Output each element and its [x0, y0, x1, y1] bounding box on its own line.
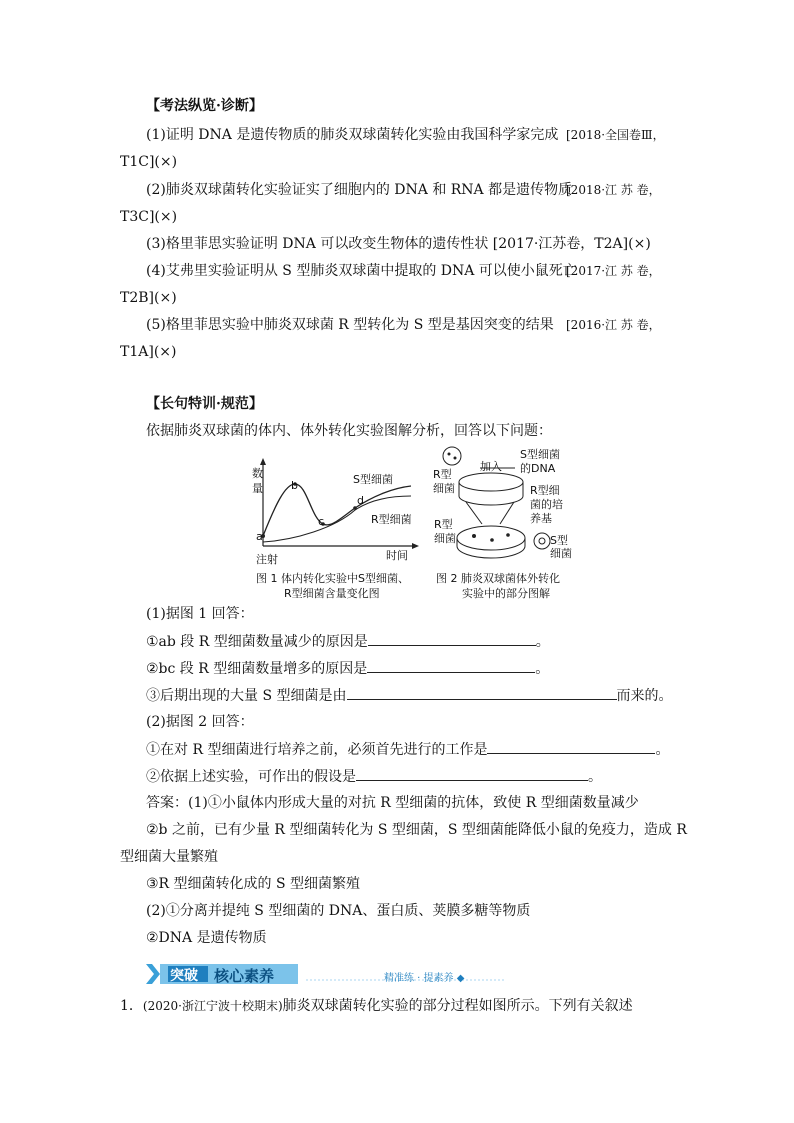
question-1b: ②bc 段 R 型细菌数量增多的原因是 。 — [146, 658, 549, 679]
question-1-title: (1)据图 1 回答： — [146, 606, 254, 622]
answer-blank-1a[interactable] — [368, 631, 536, 646]
question-2-title: (2)据图 2 回答： — [146, 714, 254, 730]
intro-text: 依据肺炎双球菌的体内、体外转化实验图解分析，回答以下问题： — [146, 423, 552, 439]
answer-blank-2a[interactable] — [487, 739, 655, 754]
fig1-point-a: a — [256, 530, 263, 543]
answer-blank-1c[interactable] — [347, 685, 617, 700]
answer-line-4: (2)①分离并提纯 S 型细菌的 DNA、蛋白质、荚膜多糖等物质 — [146, 903, 531, 919]
question-2b: ②依据上述实验，可作出的假设是 。 — [146, 766, 602, 787]
item-2-source: [2018·江 苏 卷， — [566, 183, 661, 197]
item-5-source: [2016·江 苏 卷， — [566, 318, 661, 332]
question-last: 1．(2020·浙江宁波十校期末)肺炎双球菌转化实验的部分过程如图所示。下列有关叙述 — [120, 998, 633, 1014]
answer-line-3: ③R 型细菌转化成的 S 型细菌繁殖 — [146, 876, 361, 892]
fig1-xlabel: 时间 — [386, 549, 408, 562]
fig2-add: 加入 — [480, 460, 502, 473]
fig1-point-c: c — [318, 515, 325, 528]
fig2-s-bottom-1: S型 — [550, 534, 568, 547]
question-1a: ①ab 段 R 型细菌数量减少的原因是 。 — [146, 631, 550, 652]
fig1-label-s: S型细菌 — [353, 473, 393, 486]
section-heading-diagnose: 【考法纵览·诊断】 — [146, 98, 263, 114]
item-2-line2: T3C](×) — [120, 209, 178, 225]
fig2-medium-2: 菌的培 — [530, 498, 563, 511]
section-heading-practice: 【长句特训·规范】 — [146, 396, 263, 412]
fig2-r-top-1: R型 — [433, 468, 452, 481]
answer-line-2b: 型细菌大量繁殖 — [120, 849, 218, 865]
item-3-line1: (3)格里菲思实验证明 DNA 可以改变生物体的遗传性状 [2017·江苏卷，T2A](×) — [146, 236, 651, 252]
fig2-r-bottom-1: R型 — [434, 518, 453, 531]
item-4-line1: (4)艾弗里实验证明从 S 型肺炎双球菌中提取的 DNA 可以使小鼠死亡 — [146, 263, 577, 279]
banner-tag-2: 核心素养 — [214, 967, 275, 985]
fig1-label-r: R型细菌 — [371, 513, 412, 526]
answer-blank-2b[interactable] — [356, 766, 588, 781]
answer-line-2a: ②b 之前，已有少量 R 型细菌转化为 S 型细菌，S 型细菌能降低小鼠的免疫力，造成 R — [146, 822, 687, 838]
question-2a: ①在对 R 型细菌进行培养之前，必须首先进行的工作是 。 — [146, 739, 669, 760]
section-banner — [146, 962, 676, 986]
item-4-source: [2017·江 苏 卷， — [566, 264, 661, 278]
fig2-r-top-2: 细菌 — [433, 482, 455, 495]
item-5-line2: T1A](×) — [120, 344, 177, 360]
item-1-source: [2018·全国卷Ⅲ， — [566, 128, 665, 142]
item-1-line1: (1)证明 DNA 是遗传物质的肺炎双球菌转化实验由我国科学家完成 — [146, 127, 559, 143]
fig1-ylabel-1: 数 — [252, 467, 263, 480]
fig2-s-dna-1: S型细菌 — [520, 448, 560, 461]
fig2-s-bottom-2: 细菌 — [550, 547, 572, 560]
fig2-medium-3: 养基 — [530, 512, 552, 525]
fig2-r-bottom-2: 细菌 — [434, 532, 456, 545]
answer-line-5: ②DNA 是遗传物质 — [146, 930, 267, 946]
fig2-caption-2: 实验中的部分图解 — [462, 587, 550, 600]
item-1-line2: T1C](×) — [120, 154, 178, 170]
answer-blank-1b[interactable] — [367, 658, 535, 673]
answer-line-1: 答案：(1)①小鼠体内形成大量的对抗 R 型细菌的抗体，致使 R 型细菌数量减少 — [146, 795, 639, 811]
fig1-ylabel-2: 量 — [252, 482, 263, 495]
fig2-s-dna-2: 的DNA — [520, 462, 556, 475]
banner-right-text: 精准练 · 提素养 ◆ — [384, 973, 465, 984]
question-1c: ③后期出现的大量 S 型细菌是由 而来的。 — [146, 685, 673, 706]
fig1-point-d: d — [357, 494, 364, 507]
fig1-caption-1: 图 1 体内转化实验中S型细菌、 — [256, 572, 409, 585]
fig2-caption-1: 图 2 肺炎双球菌体外转化 — [436, 572, 560, 585]
fig1-point-b: b — [291, 479, 298, 492]
fig2-medium-1: R型细 — [530, 484, 560, 497]
fig1-x-origin: 注射 — [256, 553, 278, 566]
banner-tag-1: 突破 — [170, 968, 198, 984]
item-5-line1: (5)格里菲思实验中肺炎双球菌 R 型转化为 S 型是基因突变的结果 — [146, 317, 554, 333]
fig1-caption-2: R型细菌含量变化图 — [284, 587, 380, 600]
item-4-line2: T2B](×) — [120, 290, 177, 306]
item-2-line1: (2)肺炎双球菌转化实验证实了细胞内的 DNA 和 RNA 都是遗传物质 — [146, 182, 573, 198]
